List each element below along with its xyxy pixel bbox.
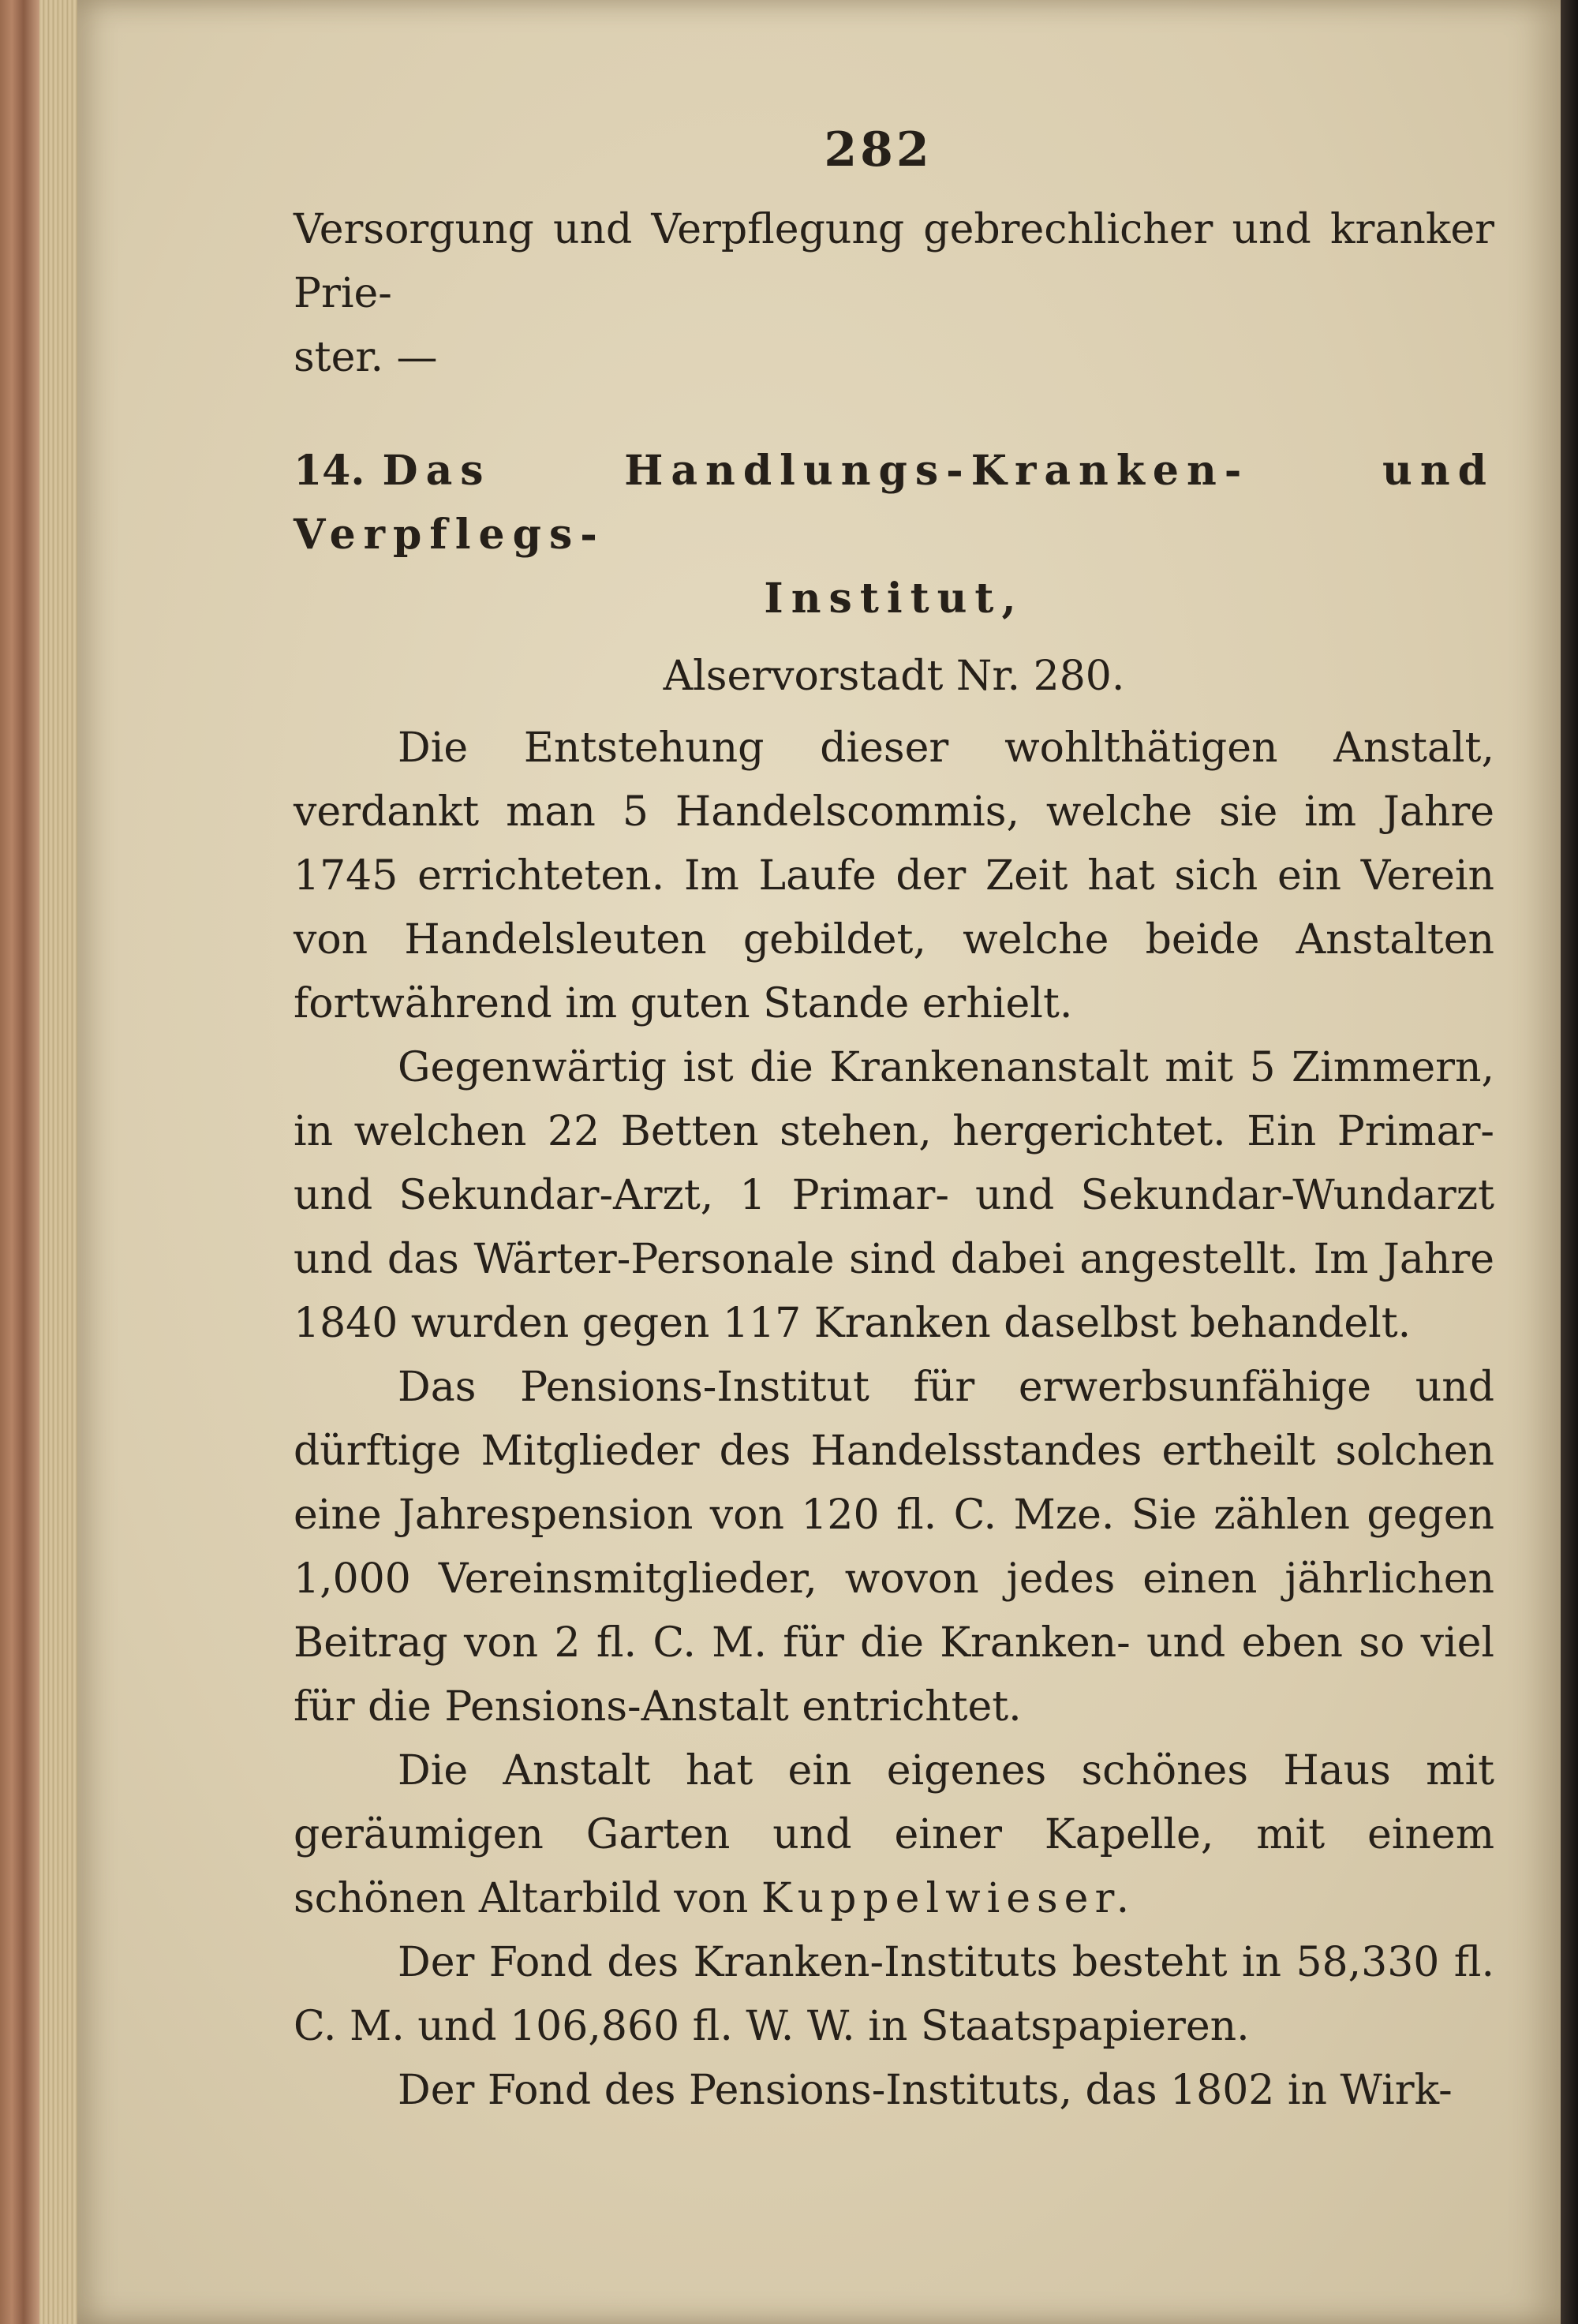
paragraph-5: Der Fond des Kranken-Instituts besteht in 58,330 fl. C. M. und 106,860 fl. W. W. in Staatspapieren. (294, 1939, 1494, 2050)
paragraph-2: Gegenwärtig ist die Krankenanstalt mit 5 Zimmern, in welchen 22 Betten stehen, hergerichtet. Ein Primar- und Sekundar-Arzt, 1 Primar- und Sekundar-Wundarzt und das Wärter-Personale sind dabei angestellt. Im Jahre 1840 wurden gegen 117 Kranken daselbst behandelt. (294, 1044, 1494, 1347)
paragraph-4 (294, 1739, 1494, 1931)
section-heading (294, 439, 1494, 567)
section-title-line-2: Institut, (764, 574, 1024, 623)
intro-line-1: Versorgung und Verpflegung gebrechlicher und kranker Prie- (294, 206, 1494, 317)
page-edges (39, 0, 77, 2324)
page-right-shadow (1561, 0, 1578, 2324)
intro-line-2: ster. — (294, 334, 438, 381)
page-number: 282 (824, 122, 933, 178)
section-number: 14. (294, 447, 365, 495)
paragraph-1: Die Entstehung dieser wohlthätigen Anstalt, verdankt man 5 Handelscommis, welche sie im Jahre 1745 errichteten. Im Laufe der Zeit hat sich ein Verein von Handelsleuten gebildet, welche beide Anstalten fortwährend im guten Stande erhielt. (294, 724, 1494, 1027)
section-title-line-1: Das Handlungs-Kranken- und Verpflegs- (294, 447, 1494, 559)
paragraph-4-text: Die Anstalt hat ein eigenes schönes Haus mit geräumigen Garten und einer Kapelle, mit einem schönen Altarbild von (294, 1747, 1494, 1922)
book-spine (0, 0, 39, 2324)
artist-name: Kuppelwieser. (761, 1875, 1136, 1922)
paragraph-6: Der Fond des Pensions-Instituts, das 1802 in Wirk- (398, 2067, 1453, 2114)
section-address: Alservorstadt Nr. 280. (663, 653, 1125, 700)
page-text (294, 118, 1494, 2123)
paragraph-3: Das Pensions-Institut für erwerbsunfähige und dürftige Mitglieder des Handelsstandes ertheilt solchen eine Jahrespension von 120 fl. C. Mze. Sie zählen gegen 1,000 Vereinsmitglieder, wovon jedes einen jährlichen Beitrag von 2 fl. C. M. für die Kranken- und eben so viel für die Pensions-Anstalt entrichtet. (294, 1364, 1494, 1731)
